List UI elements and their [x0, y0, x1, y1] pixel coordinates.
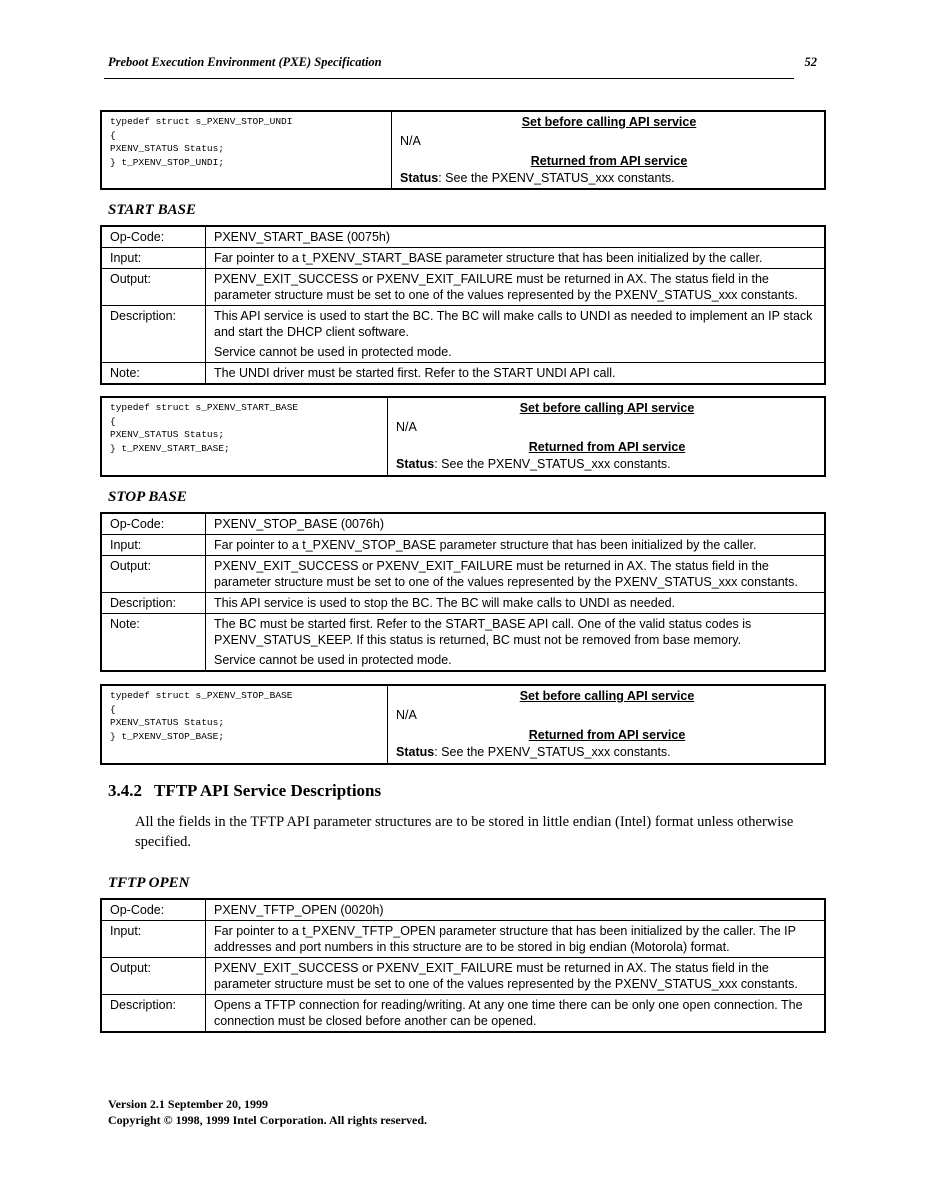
row-label: Description:: [101, 995, 206, 1033]
set-before-value: N/A: [396, 419, 417, 434]
header-divider: [104, 78, 794, 79]
set-before-value: N/A: [396, 707, 417, 722]
table-row: [101, 226, 825, 248]
status-text: : See the PXENV_STATUS_xxx constants.: [438, 170, 675, 185]
returned-status: [400, 170, 818, 187]
row-label: Output:: [101, 269, 206, 306]
stop-undi-struct-table: [100, 110, 826, 190]
table-row: [101, 593, 825, 614]
copyright-line: Copyright © 1998, 1999 Intel Corporation. All rights reserved.: [108, 1113, 428, 1127]
subsection-title: TFTP API Service Descriptions: [154, 781, 382, 800]
row-value: Far pointer to a t_PXENV_TFTP_OPEN parameter structure that has been initialized by the caller. The IP addresses and port numbers in this structure are to be stored in big endian (Motorola) format.: [206, 921, 826, 958]
set-before-heading: Set before calling API service: [521, 115, 697, 129]
subsection-heading: [108, 781, 381, 801]
table-row: [101, 921, 825, 958]
table-row: [101, 556, 825, 593]
table-row: [101, 363, 825, 385]
row-label: Output:: [101, 556, 206, 593]
status-text: : See the PXENV_STATUS_xxx constants.: [434, 456, 671, 471]
row-label: Note:: [101, 363, 206, 385]
status-text: : See the PXENV_STATUS_xxx constants.: [434, 744, 671, 759]
page-number: 52: [804, 55, 817, 69]
struct-code: typedef struct s_PXENV_START_BASE { PXENV_STATUS Status; } t_PXENV_START_BASE;: [101, 397, 388, 476]
row-value: Opens a TFTP connection for reading/writing. At any one time there can be only one open connection. The connection must be closed before another can be opened.: [206, 995, 826, 1033]
table-row: [101, 535, 825, 556]
api-io-cell: [388, 685, 826, 764]
table-row: [101, 995, 825, 1033]
row-value: Far pointer to a t_PXENV_STOP_BASE parameter structure that has been initialized by the caller.: [206, 535, 826, 556]
table-row: [101, 958, 825, 995]
row-value: [206, 306, 826, 363]
set-before-heading: Set before calling API service: [519, 689, 695, 703]
table-row: [101, 899, 825, 921]
description-text-2: Service cannot be used in protected mode.: [214, 345, 452, 359]
returned-heading: Returned from API service: [528, 728, 686, 742]
page-footer: [108, 1096, 427, 1128]
table-row: [101, 306, 825, 363]
row-value: PXENV_EXIT_SUCCESS or PXENV_EXIT_FAILURE must be returned in AX. The status field in the parameter structure must be set to one of the values represented by the PXENV_STATUS_xxx constants.: [206, 958, 826, 995]
version-line: Version 2.1 September 20, 1999: [108, 1097, 268, 1111]
row-value: This API service is used to stop the BC. The BC will make calls to UNDI as needed.: [206, 593, 826, 614]
api-io-cell: [388, 397, 826, 476]
row-label: Note:: [101, 614, 206, 672]
row-label: Description:: [101, 593, 206, 614]
stop-base-struct-table: [100, 684, 826, 765]
body-paragraph: All the fields in the TFTP API parameter structures are to be stored in little endian (Intel) format unless otherwise specified.: [135, 814, 794, 850]
set-before-value: N/A: [400, 133, 421, 148]
note-text: The BC must be started first. Refer to the START_BASE API call. One of the valid status codes is PXENV_STATUS_KEEP. If this status is returned, BC must not be removed from base memory.: [214, 617, 752, 647]
section-heading-stop-base: STOP BASE: [108, 489, 187, 505]
status-label: Status: [396, 456, 435, 471]
status-label: Status: [396, 744, 435, 759]
row-value: PXENV_STOP_BASE (0076h): [206, 513, 826, 535]
api-io-cell: [392, 111, 826, 189]
page-header: [108, 55, 820, 73]
table-row: [101, 248, 825, 269]
stop-base-table: [100, 512, 826, 672]
returned-status: [396, 744, 818, 761]
row-value: [206, 614, 826, 672]
row-label: Output:: [101, 958, 206, 995]
set-before-heading: Set before calling API service: [519, 401, 695, 415]
row-label: Input:: [101, 248, 206, 269]
table-row: [101, 269, 825, 306]
returned-heading: Returned from API service: [530, 154, 688, 168]
row-value: PXENV_EXIT_SUCCESS or PXENV_EXIT_FAILURE must be returned in AX. The status field in the parameter structure must be set to one of the values represented by the PXENV_STATUS_xxx constants.: [206, 269, 826, 306]
table-row: [101, 513, 825, 535]
note-text-2: Service cannot be used in protected mode.: [214, 653, 452, 667]
description-text: This API service is used to start the BC. The BC will make calls to UNDI as needed to implement an IP stack and start the DHCP client software.: [214, 309, 813, 339]
row-value: PXENV_EXIT_SUCCESS or PXENV_EXIT_FAILURE must be returned in AX. The status field in the parameter structure must be set to one of the values represented by the PXENV_STATUS_xxx constants.: [206, 556, 826, 593]
row-value: The UNDI driver must be started first. Refer to the START UNDI API call.: [206, 363, 826, 385]
row-value: PXENV_TFTP_OPEN (0020h): [206, 899, 826, 921]
section-heading-tftp-open: TFTP OPEN: [108, 875, 190, 891]
struct-code: typedef struct s_PXENV_STOP_BASE { PXENV_STATUS Status; } t_PXENV_STOP_BASE;: [101, 685, 388, 764]
start-base-table: [100, 225, 826, 385]
returned-status: [396, 456, 818, 473]
returned-heading: Returned from API service: [528, 440, 686, 454]
document-title: Preboot Execution Environment (PXE) Specification: [108, 55, 382, 69]
tftp-open-table: [100, 898, 826, 1033]
row-label: Op-Code:: [101, 899, 206, 921]
row-label: Description:: [101, 306, 206, 363]
row-value: PXENV_START_BASE (0075h): [206, 226, 826, 248]
row-label: Input:: [101, 921, 206, 958]
row-label: Op-Code:: [101, 513, 206, 535]
row-label: Input:: [101, 535, 206, 556]
row-label: Op-Code:: [101, 226, 206, 248]
status-label: Status: [400, 170, 439, 185]
row-value: Far pointer to a t_PXENV_START_BASE parameter structure that has been initialized by the caller.: [206, 248, 826, 269]
subsection-number: 3.4.2: [108, 781, 142, 800]
start-base-struct-table: [100, 396, 826, 477]
section-heading-start-base: START BASE: [108, 202, 196, 218]
struct-code: typedef struct s_PXENV_STOP_UNDI { PXENV_STATUS Status; } t_PXENV_STOP_UNDI;: [101, 111, 392, 189]
table-row: [101, 614, 825, 672]
